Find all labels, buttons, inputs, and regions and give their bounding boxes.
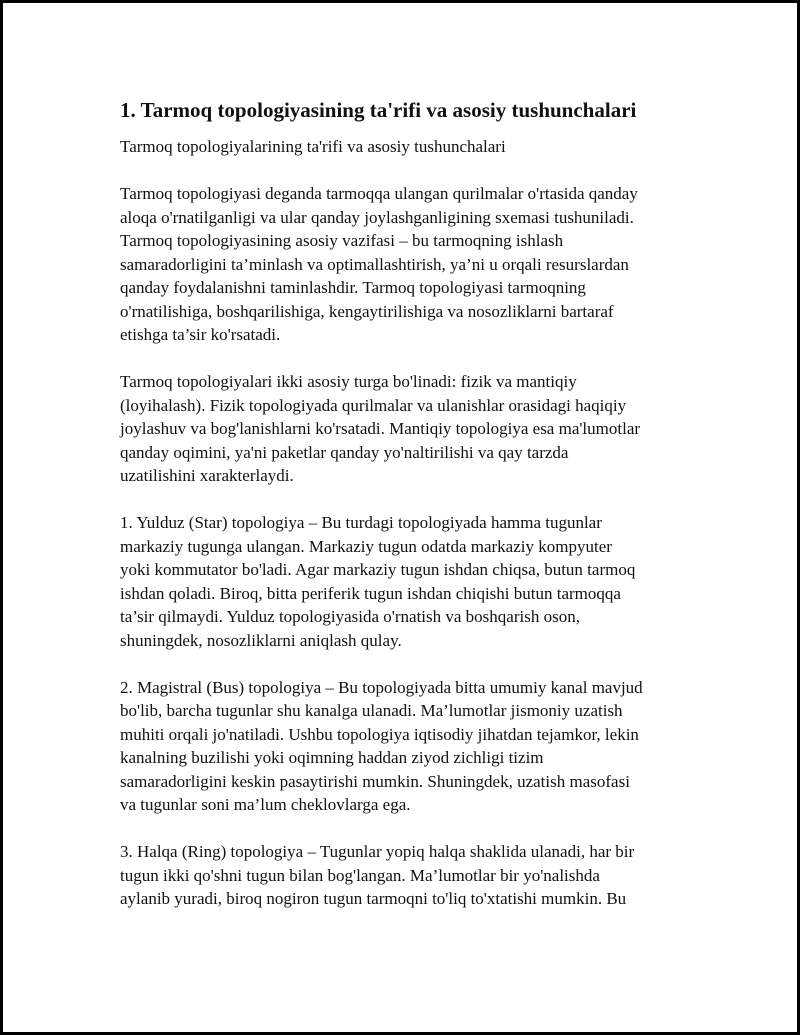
paragraph-line: Tarmoq topologiyalari ikki asosiy turga bo'linadi: fizik va mantiqiy [120,372,577,391]
paragraph-line: samaradorligini keskin pasaytirishi mumkin. Shuningdek, uzatish masofasi [120,771,630,791]
paragraph-list [120,182,700,911]
paragraph-line: qanday oqimini, ya'ni paketlar qanday yo'naltirilishi va qay tarzda [120,442,569,462]
document-content [120,96,700,911]
paragraph-line: kanalning buzilishi yoki oqimning haddan ziyod zichligi tizim [120,748,544,767]
body-paragraph [120,840,700,911]
paragraph-line: bo'lib, barcha tugunlar shu kanalga ulanadi. Ma’lumotlar jismoniy uzatish [120,701,623,720]
paragraph-line: o'rnatilishiga, boshqarilishiga, kengaytirilishiga va nosozliklarni bartaraf [120,301,614,321]
body-paragraph [120,511,700,652]
body-paragraph [120,676,700,817]
paragraph-line: Tarmoq topologiyasining asosiy vazifasi – bu tarmoqning ishlash [120,231,564,250]
body-paragraph [120,182,700,347]
paragraph-line: (loyihalash). Fizik topologiyada qurilmalar va ulanishlar orasidagi haqiqiy [120,395,627,415]
paragraph-line: etishga ta’sir ko'rsatadi. [120,325,281,344]
paragraph-line: 2. Magistral (Bus) topologiya – Bu topologiyada bitta umumiy kanal mavjud [120,677,643,697]
paragraph-line: yoki kommutator bo'ladi. Agar markaziy tugun ishdan chiqsa, butun tarmoq [120,560,636,579]
paragraph-line: aloqa o'rnatilganligi va ular qanday joylashganligining sxemasi tushuniladi. [120,207,634,227]
paragraph-line: markaziy tugunga ulangan. Markaziy tugun odatda markaziy kompyuter [120,536,612,556]
section-subtitle: Tarmoq topologiyalarining ta'rifi va asosiy tushunchalari [120,137,506,156]
section-heading: 1. Tarmoq topologiyasining ta'rifi va asosiy tushunchalari [120,98,637,122]
paragraph-line: va tugunlar soni ma’lum cheklovlarga ega. [120,795,411,814]
paragraph-line: Tarmoq topologiyasi deganda tarmoqqa ulangan qurilmalar o'rtasida qanday [120,184,638,203]
paragraph-line: aylanib yuradi, biroq nogiron tugun tarmoqni to'liq to'xtatishi mumkin. Bu [120,889,627,908]
body-paragraph [120,370,700,488]
paragraph-line: 1. Yulduz (Star) topologiya – Bu turdagi topologiyada hamma tugunlar [120,513,602,532]
paragraph-line: uzatilishini xarakterlaydi. [120,466,294,485]
paragraph-line: ishdan qoladi. Biroq, bitta periferik tugun ishdan chiqishi butun tarmoqqa [120,583,621,603]
paragraph-line: joylashuv va bog'lanishlarni ko'rsatadi. Mantiqiy topologiya esa ma'lumotlar [120,419,641,438]
paragraph-line: tugun ikki qo'shni tugun bilan bog'langan. Ma’lumotlar bir yo'nalishda [120,865,600,885]
paragraph-line: muhiti orqali jo'natiladi. Ushbu topologiya iqtisodiy jihatdan tejamkor, lekin [120,724,639,744]
paragraph-line: shuningdek, nosozliklarni aniqlash qulay. [120,630,402,650]
paragraph-line: ta’sir qilmaydi. Yulduz topologiyasida o'rnatish va boshqarish oson, [120,607,580,626]
paragraph-line: 3. Halqa (Ring) topologiya – Tugunlar yopiq halqa shaklida ulanadi, har bir [120,842,635,861]
paragraph-line: qanday foydalanishni taminlashdir. Tarmoq topologiyasi tarmoqning [120,278,586,297]
paragraph-line: samaradorligini ta’minlash va optimallashtirish, ya’ni u orqali resurslardan [120,254,629,274]
